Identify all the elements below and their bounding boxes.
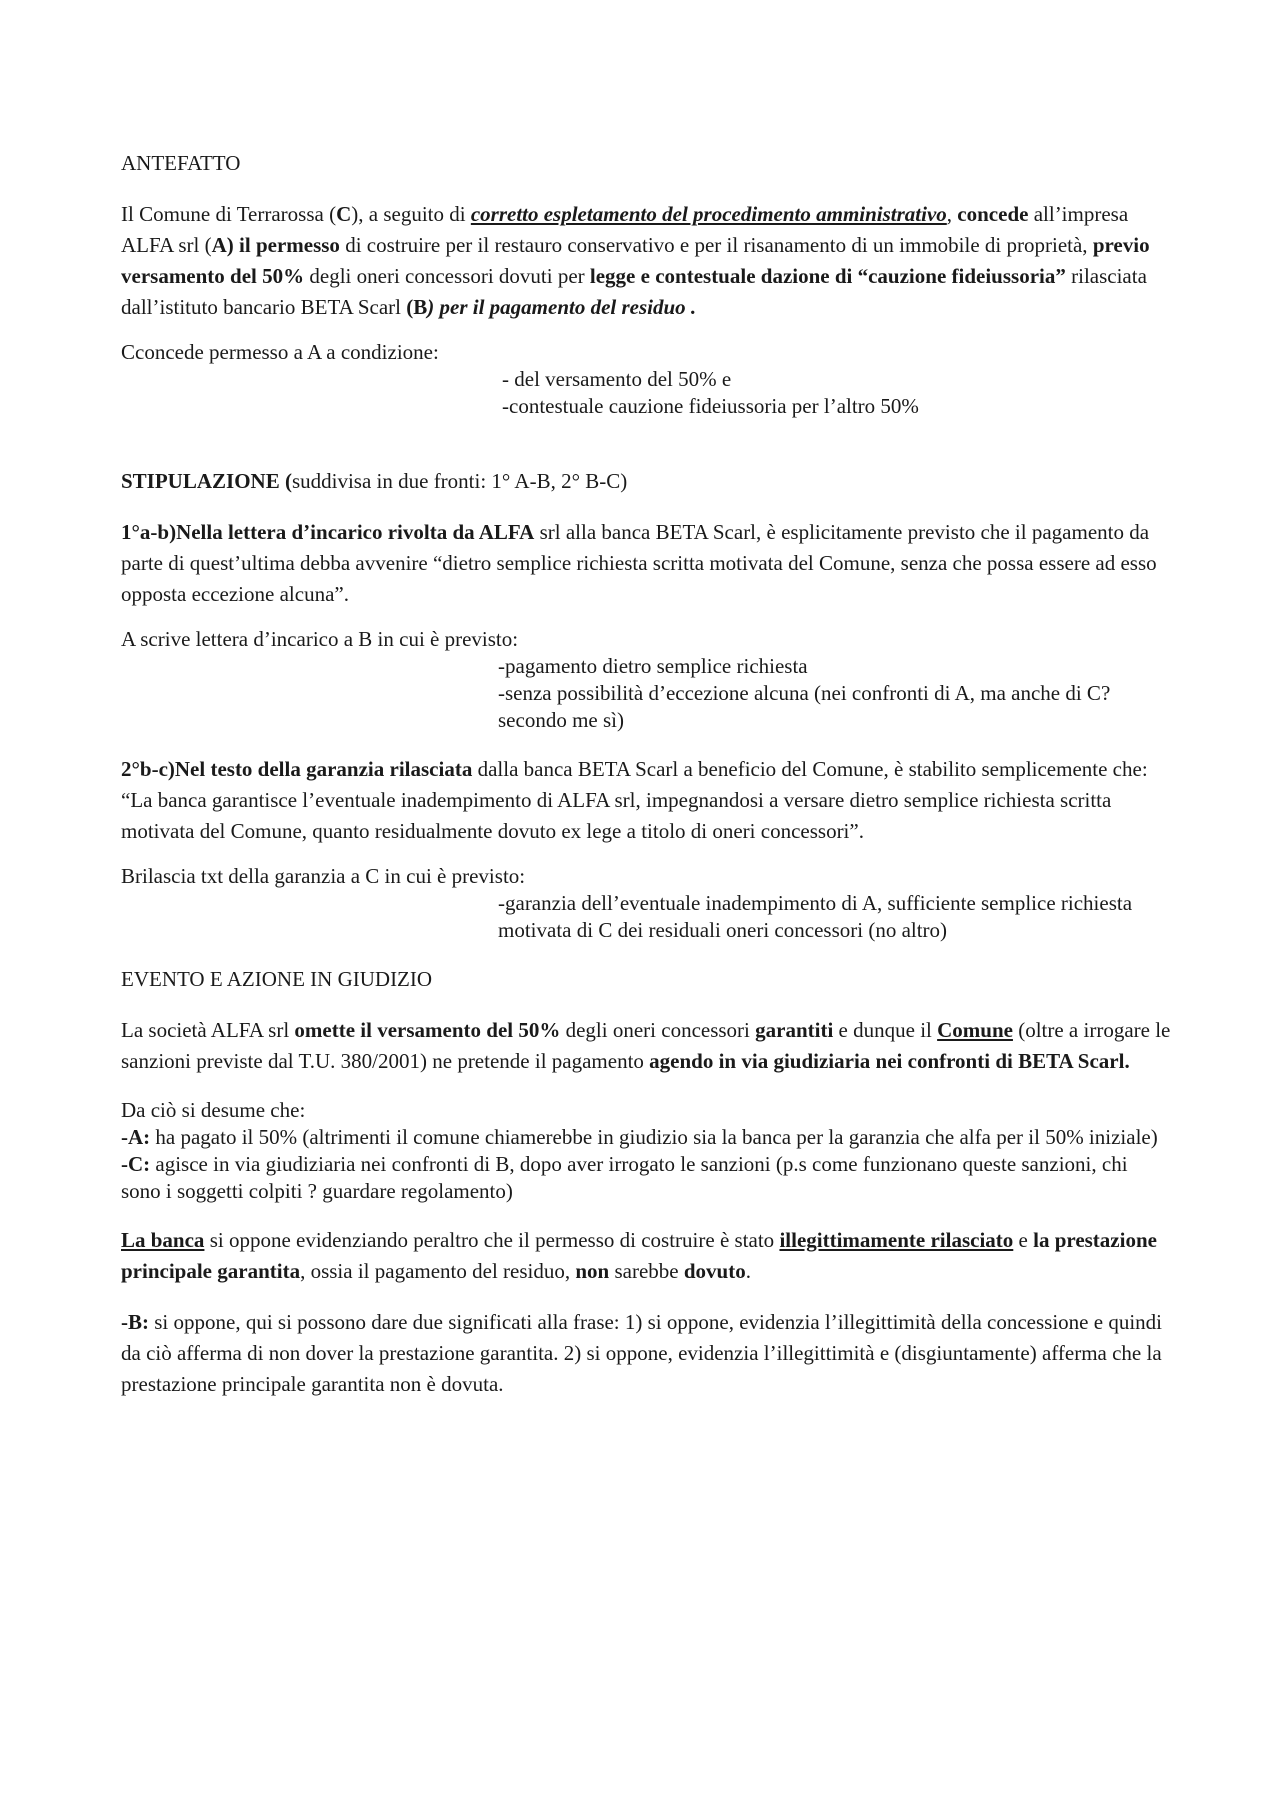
desume-intro: Da ciò si desume che: [121,1098,306,1122]
heading-antefatto: ANTEFATTO [121,151,241,175]
ab-summary-item: -senza possibilità d’eccezione alcuna (nei confronti di A, ma anche di C? secondo me sì) [498,681,1111,732]
desume-c: -C: agisce in via giudiziaria nei confronti di B, dopo aver irrogato le sanzioni (p.s come funzionano queste sanzioni, chi sono i soggetti colpiti ? guardare regolamento) [121,1152,1128,1203]
document-page [121,148,1171,1400]
conditions-item: -contestuale cauzione fideiussoria per l’altro 50% [502,394,919,418]
paragraph-b: -B: si oppone, qui si possono dare due significati alla frase: 1) si oppone, evidenzia l’illegittimità della concessione e quindi da ciò afferma di non dover la prestazione garantita. 2) si oppone, evidenzia l’illegittimità e (disgiuntamente) afferma che la prestazione principale garantita non è dovuta. [121,1310,1162,1396]
ab-summary-intro: A scrive lettera d’incarico a B in cui è previsto: [121,627,519,651]
bc-summary-item: -garanzia dell’eventuale inadempimento di A, sufficiente semplice richiesta motivata di C dei residuali oneri concessori (no altro) [498,891,1133,942]
heading-stipulazione: STIPULAZIONE (suddivisa in due fronti: 1° A-B, 2° B-C) [121,469,628,493]
heading-evento: EVENTO E AZIONE IN GIUDIZIO [121,967,433,991]
paragraph-evento: La società ALFA srl omette il versamento del 50% degli oneri concessori garantiti e dunque il Comune (oltre a irrogare le sanzioni previste dal T.U. 380/2001) ne pretende il pagamento agendo in via giudiziaria nei confronti di BETA Scarl. [121,1018,1171,1073]
ab-summary-item: -pagamento dietro semplice richiesta [498,654,808,678]
conditions-intro: Cconcede permesso a A a condizione: [121,340,439,364]
paragraph-antefatto: Il Comune di Terrarossa (C), a seguito di corretto espletamento del procedimento amministrativo, concede all’impresa ALFA srl (A) il permesso di costruire per il restauro conservativo e per il risanamento di un immobile di proprietà, previo versamento del 50% degli oneri concessori dovuti per legge e contestuale dazione di “cauzione fideiussoria” rilasciata dall’istituto bancario BETA Scarl (B) per il pagamento del residuo . [121,202,1150,319]
paragraph-a-b: 1°a-b)Nella lettera d’incarico rivolta da ALFA srl alla banca BETA Scarl, è esplicitamente previsto che il pagamento da parte di quest’ultima debba avvenire “dietro semplice richiesta scritta motivata del Comune, senza che possa essere ad esso opposta eccezione alcuna”. [121,520,1157,606]
conditions-item: - del versamento del 50% e [502,367,732,391]
bc-summary-intro: Brilascia txt della garanzia a C in cui è previsto: [121,864,526,888]
paragraph-banca: La banca si oppone evidenziando peraltro che il permesso di costruire è stato illegittimamente rilasciato e la prestazione principale garantita, ossia il pagamento del residuo, non sarebbe dovuto. [121,1228,1157,1283]
paragraph-b-c: 2°b-c)Nel testo della garanzia rilasciata dalla banca BETA Scarl a beneficio del Comune, è stabilito semplicemente che: “La banca garantisce l’eventuale inadempimento di ALFA srl, impegnandosi a versare dietro semplice richiesta scritta motivata del Comune, quanto residualmente dovuto ex lege a titolo di oneri concessori”. [121,757,1148,843]
desume-a: -A: ha pagato il 50% (altrimenti il comune chiamerebbe in giudizio sia la banca per la garanzia che alfa per il 50% iniziale) [121,1125,1158,1149]
